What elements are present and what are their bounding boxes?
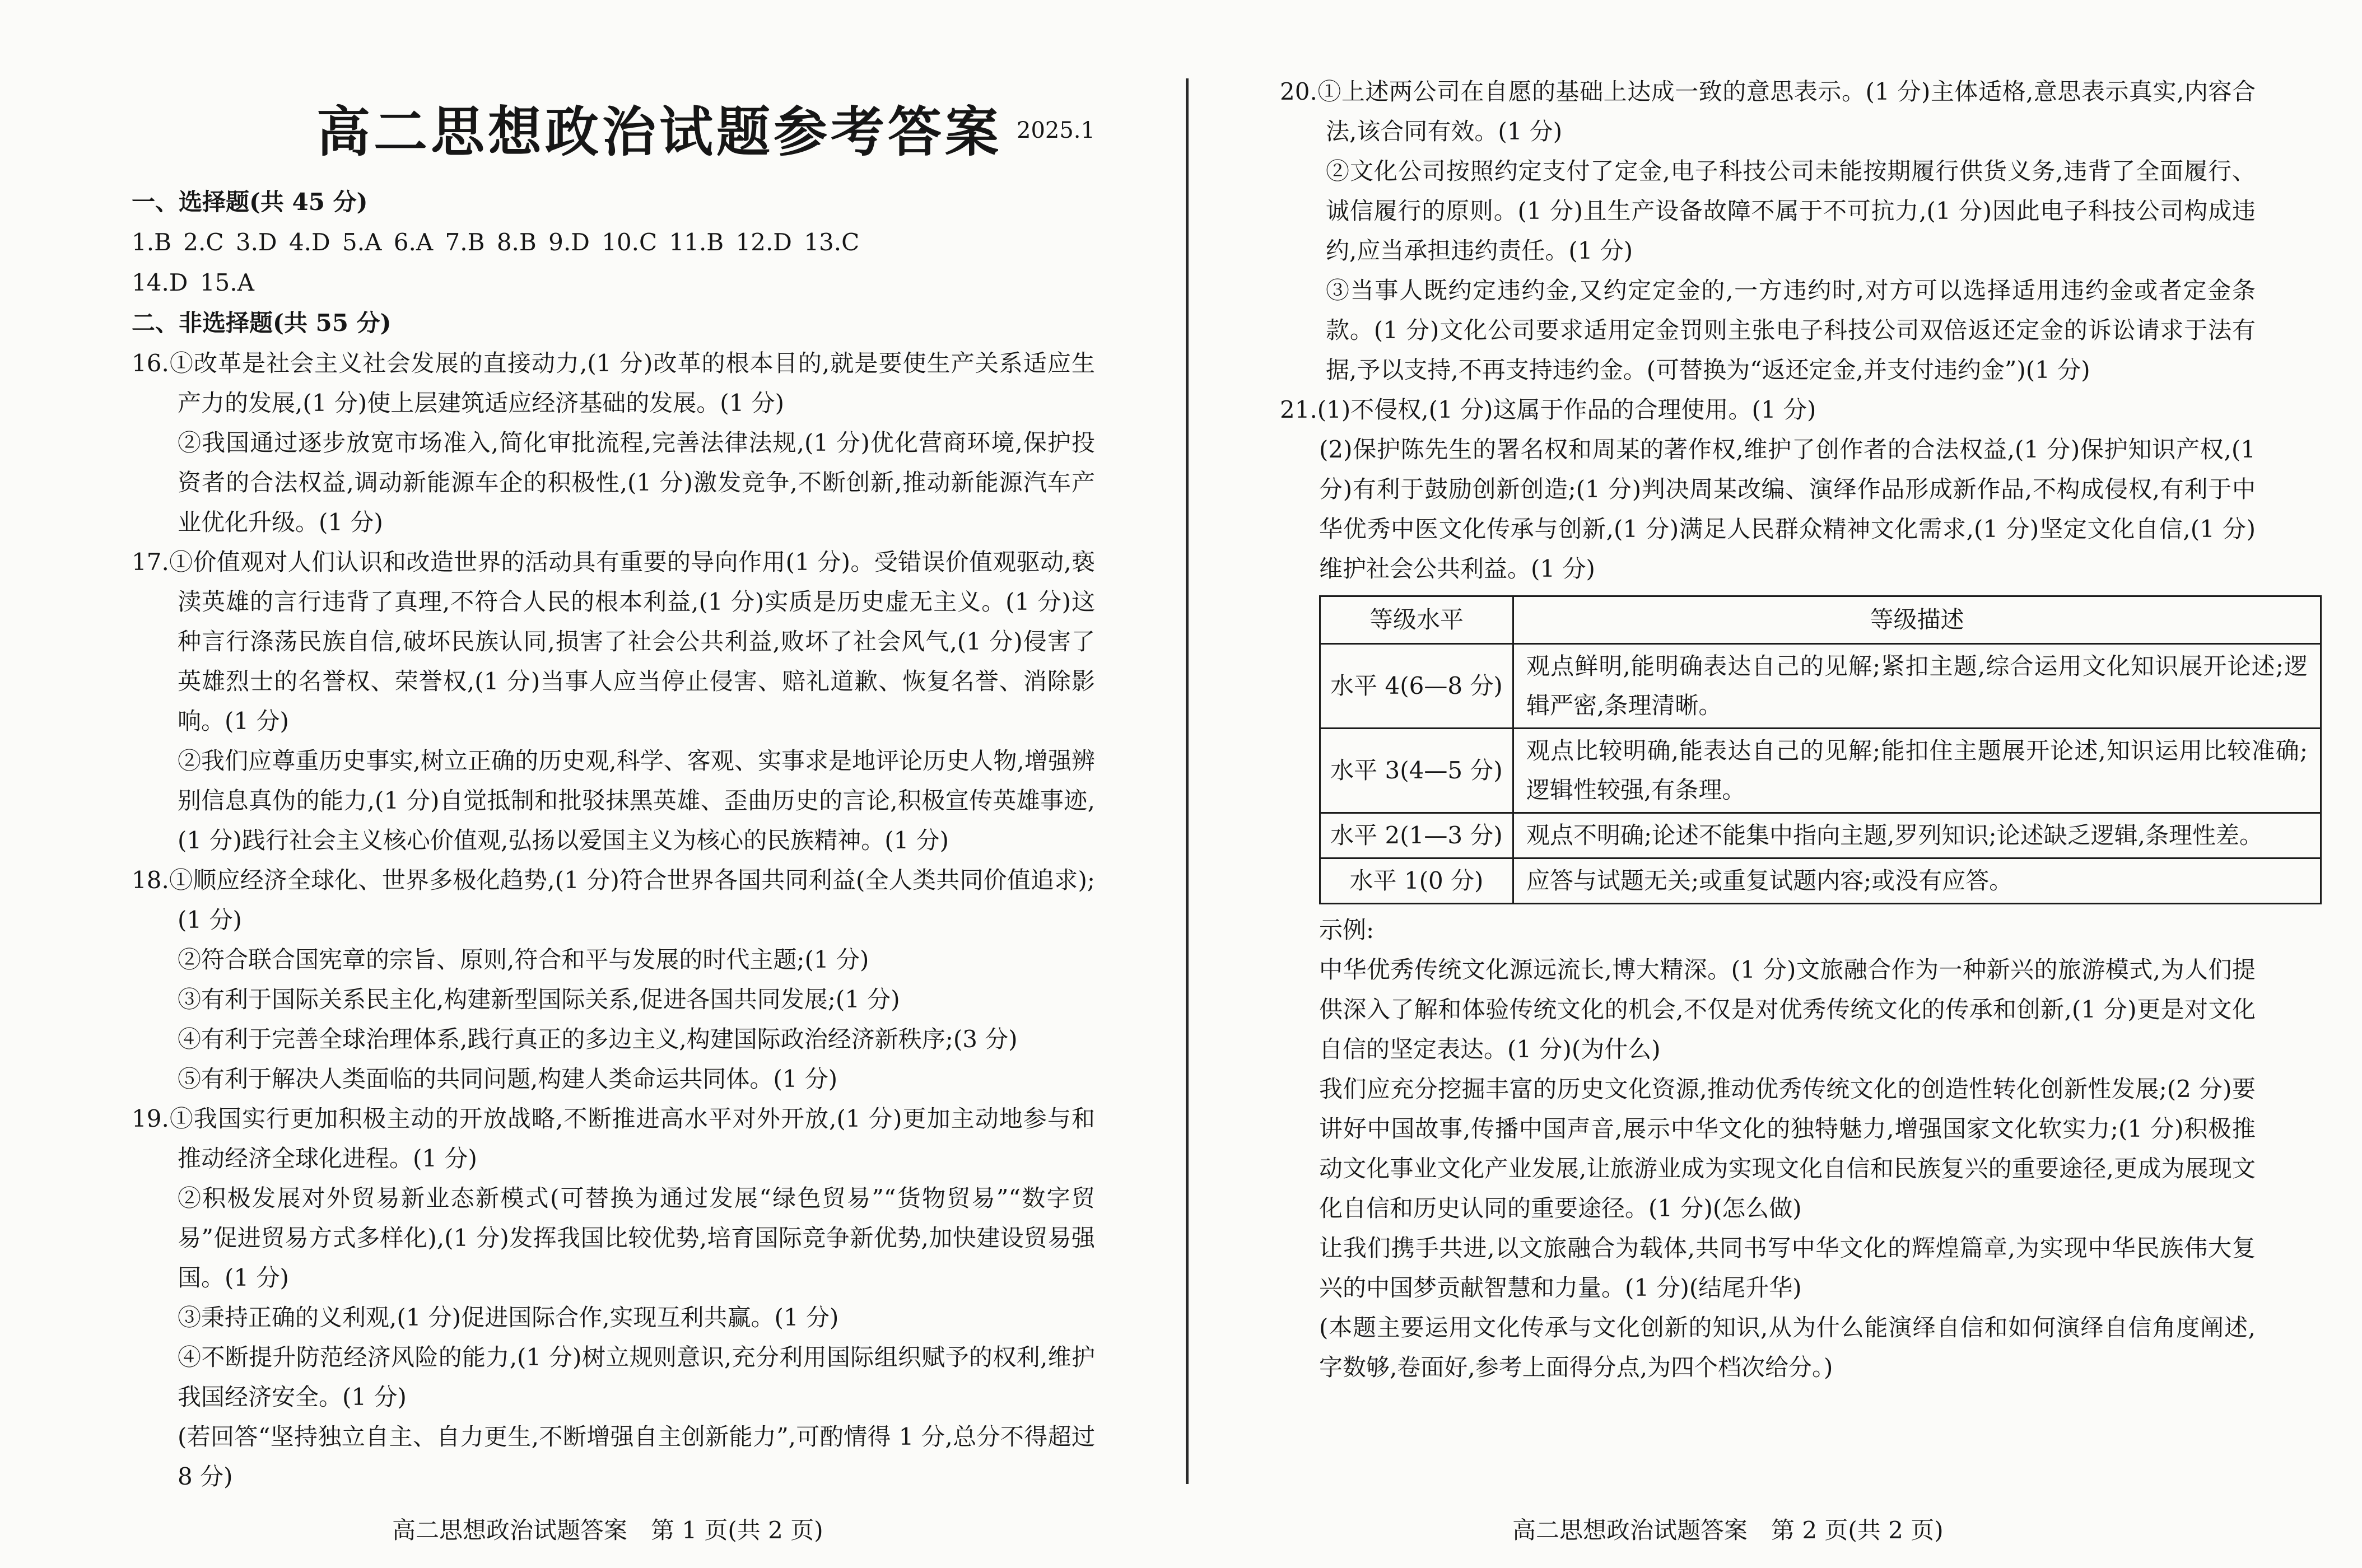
q17-point-2: ②我们应尊重历史事实,树立正确的历史观,科学、客观、实事求是地评论历史人物,增强辨别信息真伪的能力,(1 分)自觉抵制和批驳抹黑英雄、歪曲历史的言论,积极宣传英雄事迹,(1 分)践行社会主义核心价值观,弘扬以爱国主义为核心的民族精神。(1 分) <box>178 747 1095 854</box>
q21-part-1: 21.(1)不侵权,(1 分)这属于作品的合理使用。(1 分) <box>1280 396 1816 423</box>
q19-point-2: ②积极发展对外贸易新业态新模式(可替换为通过发展“绿色贸易”“货物贸易”“数字贸易”促进贸易方式多样化),(1 分)发挥我国比较优势,培育国际竞争新优势,加快建设贸易强国。(1 分) <box>178 1184 1095 1291</box>
rubric-level: 水平 3(4—5 分) <box>1320 729 1513 813</box>
rubric-row-level-2 <box>1320 813 2321 858</box>
q19-point-3: ③秉持正确的义利观,(1 分)促进国际合作,实现互利共赢。(1 分) <box>178 1304 839 1331</box>
grading-note: (本题主要运用文化传承与文化创新的知识,从为什么能演绎自信和如何演绎自信角度阐述,字数够,卷面好,参考上面得分点,为四个档次给分。) <box>1319 1314 2256 1381</box>
section-heading-nonchoice: 二、非选择题(共 55 分) <box>132 309 392 337</box>
rubric-desc: 观点比较明确,能表达自己的见解;能扣住主题展开论述,知识运用比较准确;逻辑性较强,有条理。 <box>1513 729 2321 813</box>
example-paragraph-2: 我们应充分挖掘丰富的历史文化资源,推动优秀传统文化的创造性转化创新性发展;(2 分)要讲好中国故事,传播中国声音,展示中华文化的独特魅力,增强国家文化软实力;(1 分)积极推动文化事业文化产业发展,让旅游业成为实现文化自信和民族复兴的重要途径,更成为展现文化自信和历史认同的重要途径。(1 分)(怎么做) <box>1319 1075 2256 1222</box>
rubric-level: 水平 1(0 分) <box>1320 858 1513 904</box>
q20-point-3: ③当事人既约定违约金,又约定定金的,一方违约时,对方可以选择适用违约金或者定金条款。(1 分)文化公司要求适用定金罚则主张电子科技公司双倍返还定金的诉讼请求于法有据,予以支持,不再支持违约金。(可替换为“返还定金,并支付违约金”)(1 分) <box>1326 277 2256 384</box>
rubric-header-row <box>1320 596 2321 644</box>
q18-point-1: 18.①顺应经济全球化、世界多极化趋势,(1 分)符合世界各国共同利益(全人类共同价值追求);(1 分) <box>132 866 1095 934</box>
example-label: 示例: <box>1319 916 1375 944</box>
rubric-row-level-3 <box>1320 729 2321 813</box>
q18-point-4: ④有利于完善全球治理体系,践行真正的多边主义,构建国际政治经济新秩序;(3 分) <box>178 1025 1018 1053</box>
grading-rubric-table <box>1319 595 2322 904</box>
page-2-footer: 高二思想政治试题答案 第 2 页(共 2 页) <box>1512 1516 1944 1544</box>
rubric-desc: 应答与试题无关;或重复试题内容;或没有应答。 <box>1513 858 2321 904</box>
q19-note: (若回答“坚持独立自主、自力更生,不断增强自主创新能力”,可酌情得 1 分,总分不得超过 8 分) <box>178 1423 1095 1490</box>
exam-date: 2025.1 <box>1017 118 1095 143</box>
rubric-row-level-1 <box>1320 858 2321 904</box>
rubric-level: 水平 4(6—8 分) <box>1320 644 1513 729</box>
q19-point-1: 19.①我国实行更加积极主动的开放战略,不断推进高水平对外开放,(1 分)更加主动地参与和推动经济全球化进程。(1 分) <box>132 1105 1095 1172</box>
rubric-header-level: 等级水平 <box>1320 596 1513 644</box>
title-row <box>132 84 1095 182</box>
example-paragraph-1: 中华优秀传统文化源远流长,博大精深。(1 分)文旅融合作为一种新兴的旅游模式,为人们提供深入了解和体验传统文化的机会,不仅是对优秀传统文化的传承和创新,(1 分)更是对文化自信的坚定表达。(1 分)(为什么) <box>1319 956 2256 1063</box>
q19-point-4: ④不断提升防范经济风险的能力,(1 分)树立规则意识,充分利用国际组织赋予的权利,维护我国经济安全。(1 分) <box>178 1343 1095 1411</box>
q18-point-2: ②符合联合国宪章的宗旨、原则,符合和平与发展的时代主题;(1 分) <box>178 946 869 973</box>
q17-point-1: 17.①价值观对人们认识和改造世界的活动具有重要的导向作用(1 分)。受错误价值观驱动,亵渎英雄的言行违背了真理,不符合人民的根本利益,(1 分)实质是历史虚无主义。(1 分)这种言行涤荡民族自信,破坏民族认同,损害了社会公共利益,败坏了社会风气,(1 分)侵害了英雄烈士的名誉权、荣誉权,(1 分)当事人应当停止侵害、赔礼道歉、恢复名誉、消除影响。(1 分) <box>132 548 1096 735</box>
rubric-desc: 观点不明确;论述不能集中指向主题,罗列知识;论述缺乏逻辑,条理性差。 <box>1513 813 2321 858</box>
rubric-level: 水平 2(1—3 分) <box>1320 813 1513 858</box>
rubric-desc: 观点鲜明,能明确表达自己的见解;紧扣主题,综合运用文化知识展开论述;逻辑严密,条理清晰。 <box>1513 644 2321 729</box>
example-paragraph-3: 让我们携手共进,以文旅融合为载体,共同书写中华文化的辉煌篇章,为实现中华民族伟大复兴的中国梦贡献智慧和力量。(1 分)(结尾升华) <box>1319 1234 2256 1301</box>
q16-point-2: ②我国通过逐步放宽市场准入,简化审批流程,完善法律法规,(1 分)优化营商环境,保护投资者的合法权益,调动新能源车企的积极性,(1 分)激发竞争,不断创新,推动新能源汽车产业优化升级。(1 分) <box>178 429 1095 536</box>
q21-part-2: (2)保护陈先生的署名权和周某的著作权,维护了创作者的合法权益,(1 分)保护知识产权,(1 分)有利于鼓励创新创造;(1 分)判决周某改编、演绎作品形成新作品,不构成侵权,有利于中华优秀中医文化传承与创新,(1 分)满足人民群众精神文化需求,(1 分)坚定文化自信,(1 分)维护社会公共利益。(1 分) <box>1319 436 2256 582</box>
page-title: 高二思想政治试题参考答案 <box>316 100 1002 164</box>
rubric-header-desc: 等级描述 <box>1513 596 2321 644</box>
q16-point-1: 16.①改革是社会主义社会发展的直接动力,(1 分)改革的根本目的,就是要使生产关系适应生产力的发展,(1 分)使上层建筑适应经济基础的发展。(1 分) <box>132 349 1095 417</box>
rubric-row-level-4 <box>1320 644 2321 729</box>
q18-point-3: ③有利于国际关系民主化,构建新型国际关系,促进各国共同发展;(1 分) <box>178 986 900 1013</box>
page-1-footer: 高二思想政治试题答案 第 1 页(共 2 页) <box>392 1516 823 1544</box>
q20-point-2: ②文化公司按照约定支付了定金,电子科技公司未能按期履行供货义务,违背了全面履行、诚信履行的原则。(1 分)且生产设备故障不属于不可抗力,(1 分)因此电子科技公司构成违约,应当承担违约责任。(1 分) <box>1326 157 2256 264</box>
choice-answers-line-2: 14.D 15.A <box>132 269 254 296</box>
section-heading-choice: 一、选择题(共 45 分) <box>132 188 368 216</box>
q18-point-5: ⑤有利于解决人类面临的共同问题,构建人类命运共同体。(1 分) <box>178 1065 838 1093</box>
q20-point-1: 20.①上述两公司在自愿的基础上达成一致的意思表示。(1 分)主体适格,意思表示真实,内容合法,该合同有效。(1 分) <box>1280 78 2256 145</box>
choice-answers-line-1: 1.B 2.C 3.D 4.D 5.A 6.A 7.B 8.B 9.D 10.C 11.B 12.D 13.C <box>132 228 860 256</box>
page-2 <box>1187 0 2362 1568</box>
